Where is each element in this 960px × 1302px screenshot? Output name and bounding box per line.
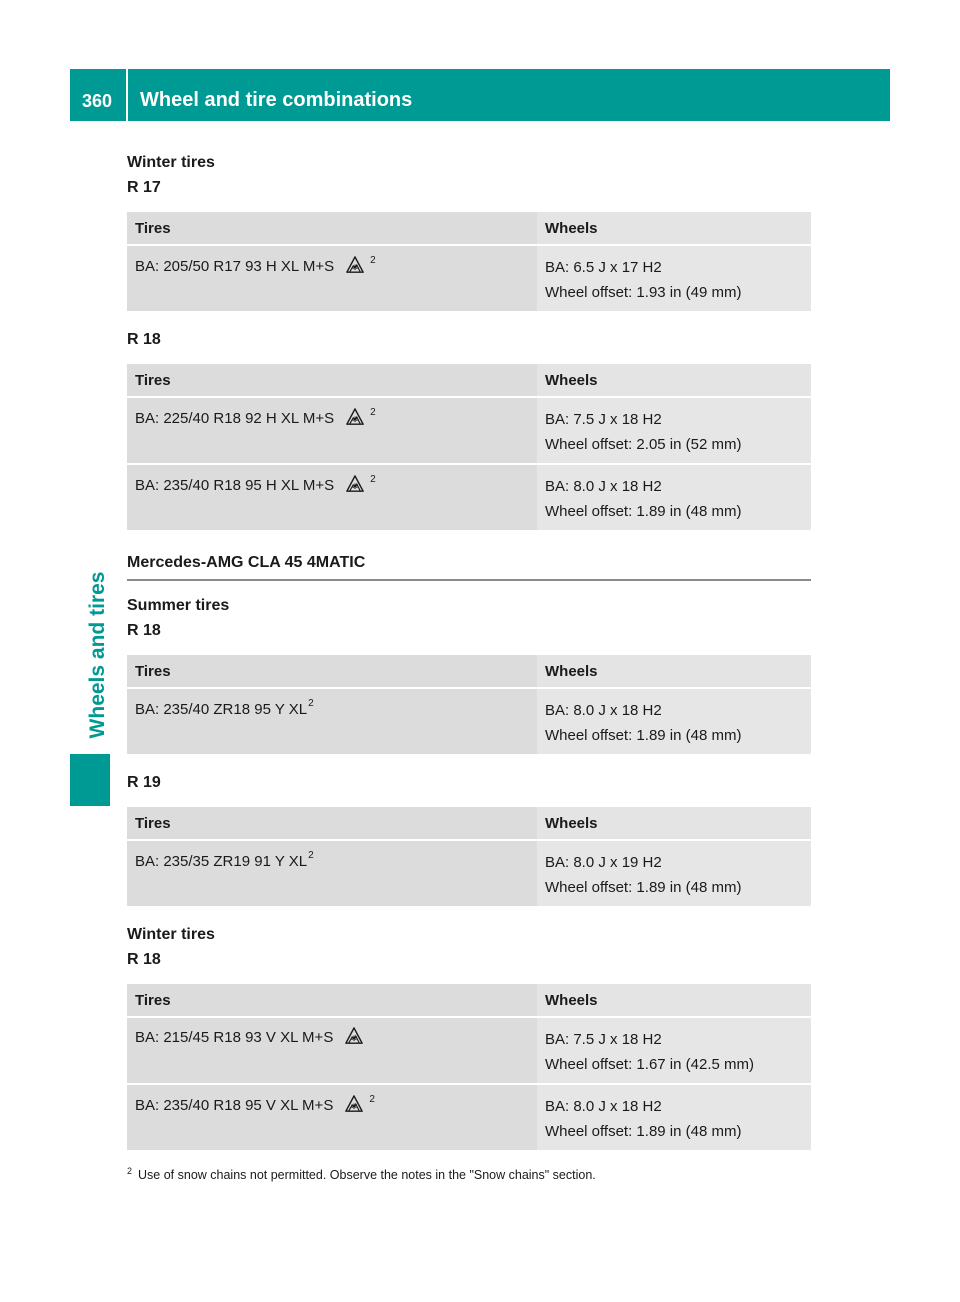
- table-row: [127, 465, 811, 530]
- wheel-cell: [537, 689, 811, 754]
- amg-r18-winter-table: [127, 984, 811, 1150]
- tires-column-header: Tires: [127, 984, 537, 1018]
- page-number: 360: [82, 91, 113, 111]
- footnote-ref: 2: [369, 1094, 375, 1105]
- tire-spec: BA: 205/50 R17 93 H XL M+S: [135, 258, 335, 275]
- table-row: [127, 689, 811, 754]
- tire-cell: [127, 246, 537, 311]
- summer-tires-heading: Summer tires: [127, 597, 230, 614]
- snowflake-mountain-icon: [346, 256, 364, 274]
- amg-r19-label: R 19: [127, 774, 161, 791]
- table-header-row: [127, 212, 811, 246]
- wheels-column-header: Wheels: [537, 655, 811, 689]
- tire-cell: [127, 1085, 537, 1150]
- amg-winter-tires-heading: Winter tires: [127, 926, 215, 943]
- main-content: [127, 150, 811, 1166]
- table-row: [127, 841, 811, 906]
- winter-tires-heading: Winter tires: [127, 154, 215, 171]
- r18-label: R 18: [127, 331, 161, 348]
- wheel-offset: Wheel offset: 1.89 in (48 mm): [545, 1123, 742, 1140]
- tire-spec: BA: 235/40 R18 95 V XL M+S: [135, 1097, 334, 1114]
- footnote-ref: 2: [308, 698, 314, 709]
- tire-spec: BA: 235/40 R18 95 H XL M+S: [135, 477, 335, 494]
- tire-cell: [127, 689, 537, 754]
- wheel-offset: Wheel offset: 1.89 in (48 mm): [545, 503, 742, 520]
- amg-winter-r18-label: R 18: [127, 951, 161, 968]
- footnote-ref: 2: [308, 850, 314, 861]
- wheels-column-header: Wheels: [537, 212, 811, 246]
- header-divider: [126, 69, 128, 121]
- wheel-offset: Wheel offset: 2.05 in (52 mm): [545, 436, 742, 453]
- page-title: Wheel and tire combinations: [140, 89, 413, 111]
- r17-label: R 17: [127, 179, 161, 196]
- tire-cell: [127, 398, 537, 465]
- wheel-spec: BA: 7.5 J x 18 H2: [545, 411, 662, 428]
- side-section-label-text: Wheels and tires: [86, 571, 109, 739]
- wheels-column-header: Wheels: [537, 807, 811, 841]
- wheel-cell: [537, 398, 811, 465]
- wheel-offset: Wheel offset: 1.67 in (42.5 mm): [545, 1056, 754, 1073]
- wheel-spec: BA: 8.0 J x 18 H2: [545, 702, 662, 719]
- amg-r18-summer-table: [127, 655, 811, 754]
- table-row: [127, 246, 811, 311]
- snowflake-mountain-icon: [346, 475, 364, 493]
- page-header: [70, 69, 890, 121]
- table-header-row: [127, 655, 811, 689]
- footnote-ref: 2: [370, 474, 376, 485]
- amg-section-title: Mercedes-AMG CLA 45 4MATIC: [127, 552, 811, 581]
- wheel-cell: [537, 1085, 811, 1150]
- r17-winter-table: [127, 212, 811, 311]
- table-row: [127, 398, 811, 465]
- wheel-spec: BA: 8.0 J x 18 H2: [545, 1098, 662, 1115]
- r18-winter-table: [127, 364, 811, 530]
- wheel-offset: Wheel offset: 1.93 in (49 mm): [545, 284, 742, 301]
- side-tab-marker: [70, 754, 110, 806]
- wheels-column-header: Wheels: [537, 984, 811, 1018]
- wheel-spec: BA: 7.5 J x 18 H2: [545, 1031, 662, 1048]
- wheel-cell: [537, 246, 811, 311]
- amg-r19-summer-table: [127, 807, 811, 906]
- tire-spec: BA: 235/40 ZR18 95 Y XL: [135, 701, 308, 718]
- wheel-spec: BA: 8.0 J x 19 H2: [545, 854, 662, 871]
- footnote: [127, 1166, 596, 1182]
- wheel-spec: BA: 6.5 J x 17 H2: [545, 259, 662, 276]
- table-header-row: [127, 364, 811, 398]
- wheel-spec: BA: 8.0 J x 18 H2: [545, 478, 662, 495]
- snowflake-mountain-icon: [345, 1027, 363, 1045]
- table-header-row: [127, 807, 811, 841]
- tires-column-header: Tires: [127, 364, 537, 398]
- wheels-column-header: Wheels: [537, 364, 811, 398]
- wheel-cell: [537, 1018, 811, 1085]
- tire-cell: [127, 841, 537, 906]
- table-row: [127, 1085, 811, 1150]
- tires-column-header: Tires: [127, 655, 537, 689]
- tires-column-header: Tires: [127, 807, 537, 841]
- wheel-offset: Wheel offset: 1.89 in (48 mm): [545, 727, 742, 744]
- wheel-cell: [537, 841, 811, 906]
- tire-spec: BA: 235/35 ZR19 91 Y XL: [135, 853, 308, 870]
- table-header-row: [127, 984, 811, 1018]
- tire-spec: BA: 225/40 R18 92 H XL M+S: [135, 410, 335, 427]
- amg-r18-label: R 18: [127, 622, 161, 639]
- wheel-offset: Wheel offset: 1.89 in (48 mm): [545, 879, 742, 896]
- snowflake-mountain-icon: [345, 1095, 363, 1113]
- tire-cell: [127, 1018, 537, 1085]
- tire-spec: BA: 215/45 R18 93 V XL M+S: [135, 1029, 334, 1046]
- wheel-cell: [537, 465, 811, 530]
- tires-column-header: Tires: [127, 212, 537, 246]
- footnote-ref: 2: [370, 255, 376, 266]
- tire-cell: [127, 465, 537, 530]
- footnote-text: Use of snow chains not permitted. Observe the notes in the "Snow chains" section.: [138, 1168, 596, 1182]
- snowflake-mountain-icon: [346, 408, 364, 426]
- footnote-ref: 2: [370, 407, 376, 418]
- footnote-marker: 2: [127, 1166, 133, 1176]
- table-row: [127, 1018, 811, 1085]
